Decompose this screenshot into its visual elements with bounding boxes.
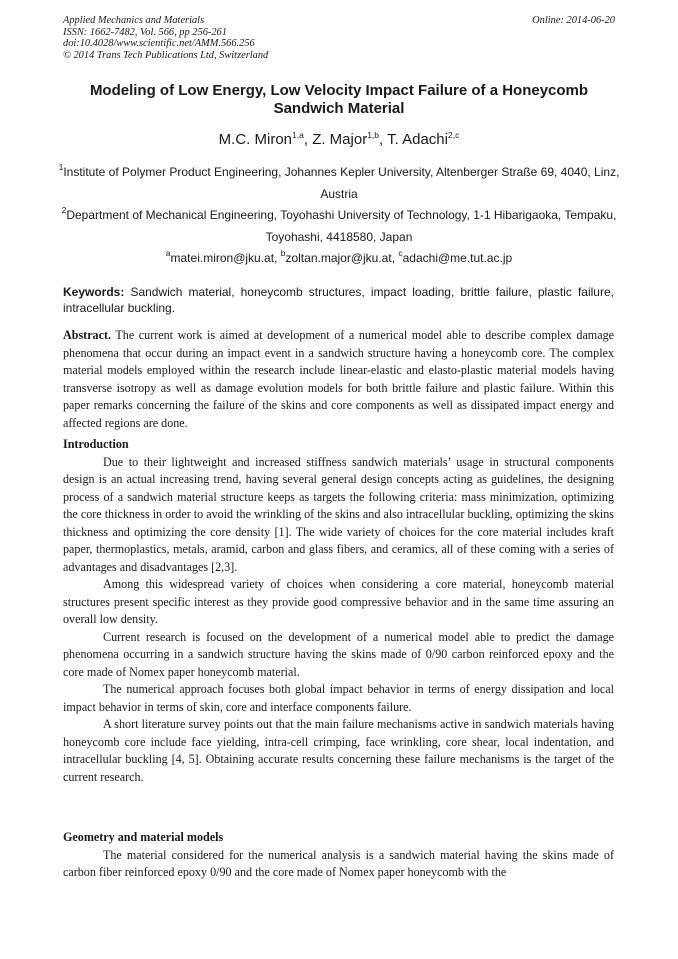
- paragraph: Due to their lightweight and increased stiffness sandwich materials’ usage in structural components design is an actual increasing trend, having several general design concepts acting as guidelines, the designing process of a sandwich material structure keeps as targets the following criteria: mass minimization, optimizing the core thickness in order to avoid the wrinkling of the skins and also intracellular buckling, optimizing the skins thickness and optimizing the core density [1]. The wide variety of choices for the core material includes kraft paper, thermoplastics, metals, aramid, carbon and glass fibers, and ceramics, all of these coming with a series of advantages and disadvantages [2,3].: [63, 454, 614, 574]
- affiliation-2: $^2$Department of Mechanical Engineering, Toyohashi University of Technology, 1-1 Hibarigaoka, Tempaku, Toyohashi, 4418580, Japan: [61, 205, 617, 244]
- journal-header: [63, 15, 268, 61]
- author-emails: $^a$matei.miron@jku.at, $^b$zoltan.major@jku.at, $^c$adachi@me.tut.ac.jp: [165, 248, 513, 265]
- author-list: M.C. Miron$^{1,a}$, Z. Major$^{1,b}$, T. Adachi$^{2,c}$: [218, 130, 460, 148]
- abstract: [63, 327, 614, 432]
- issn-line: ISSN: 1662-7482, Vol. 566, pp 256-261: [63, 26, 227, 38]
- paragraph: Current research is focused on the development of a numerical model able to predict the damage phenomena occurring in a sandwich structure having the skins made of 0/90 carbon reinforced epoxy and the core made of Nomex paper honeycomb material.: [63, 629, 614, 679]
- keywords: [63, 285, 614, 316]
- paper-title: Modeling of Low Energy, Low Velocity Impact Failure of a Honeycomb Sandwich Material: [89, 82, 589, 117]
- affiliation-1: $^1$Institute of Polymer Product Engineering, Johannes Kepler University, Altenberger Straße 69, 4040, Linz, Austria: [58, 162, 620, 201]
- abstract-label: Abstract.: [63, 328, 112, 342]
- author-name: T. Adachi: [387, 131, 448, 148]
- keywords-label: Keywords:: [63, 285, 125, 299]
- author-sup: 1,b: [367, 130, 380, 140]
- email-link[interactable]: matei.miron@jku.at,: [170, 251, 281, 265]
- author-name: Z. Major: [312, 131, 368, 148]
- paragraph: A short literature survey points out that the main failure mechanisms active in sandwich materials having honeycomb core include face yielding, intra-cell crimping, face wrinkling, core shear, local indentation, and intracellular buckling [4, 5]. Obtaining accurate results concerning these failure mechanisms is the target of the current research.: [63, 717, 614, 784]
- paragraph: The numerical approach focuses both global impact behavior in terms of energy dissipation and local impact behavior in terms of skin, core and interface components failure.: [63, 682, 614, 714]
- copyright-line: © 2014 Trans Tech Publications Ltd, Switzerland: [63, 49, 269, 61]
- section-heading: Geometry and material models: [63, 830, 224, 844]
- doi-line: doi:10.4028/www.scientific.net/AMM.566.256: [63, 38, 255, 50]
- section-heading: Introduction: [63, 437, 129, 451]
- author-sup: 1,a: [292, 130, 304, 140]
- author-sup: 2,c: [447, 130, 460, 140]
- abstract-text: The current work is aimed at development of a numerical model able to describe complex damage phenomena that occur during an impact event in a sandwich structure having a honeycomb core. The complex material models employed within the research include linear-elastic and elasto-plastic material models having transverse isotropy as well as damage evolution models for both brittle failure and plastic failure. Within this paper remarks concerning the failure of the skins and core components as well as dissipated impact energy and affected regions are done.: [63, 328, 614, 430]
- email-link[interactable]: adachi@me.tut.ac.jp: [402, 251, 513, 265]
- author-name: M.C. Miron: [218, 131, 293, 148]
- paragraph: Among this widespread variety of choices when considering a core material, honeycomb material structures present specific interest as they provide good compressive behavior and in the same time assuring an overall low density.: [63, 577, 614, 626]
- keywords-text: Sandwich material, honeycomb structures, impact loading, brittle failure, plastic failure, intracellular buckling.: [63, 285, 614, 315]
- online-date: Online: 2014-06-20: [532, 15, 615, 26]
- geometry-section: [63, 829, 614, 882]
- affiliations: [55, 162, 623, 270]
- paragraph: The material considered for the numerical analysis is a sandwich material having the skins made of carbon fiber reinforced epoxy 0/90 and the core made of Nomex paper honeycomb with the: [63, 847, 614, 879]
- journal-name: Applied Mechanics and Materials: [63, 15, 205, 26]
- introduction-section: [63, 436, 614, 786]
- email-link[interactable]: zoltan.major@jku.at,: [285, 251, 399, 265]
